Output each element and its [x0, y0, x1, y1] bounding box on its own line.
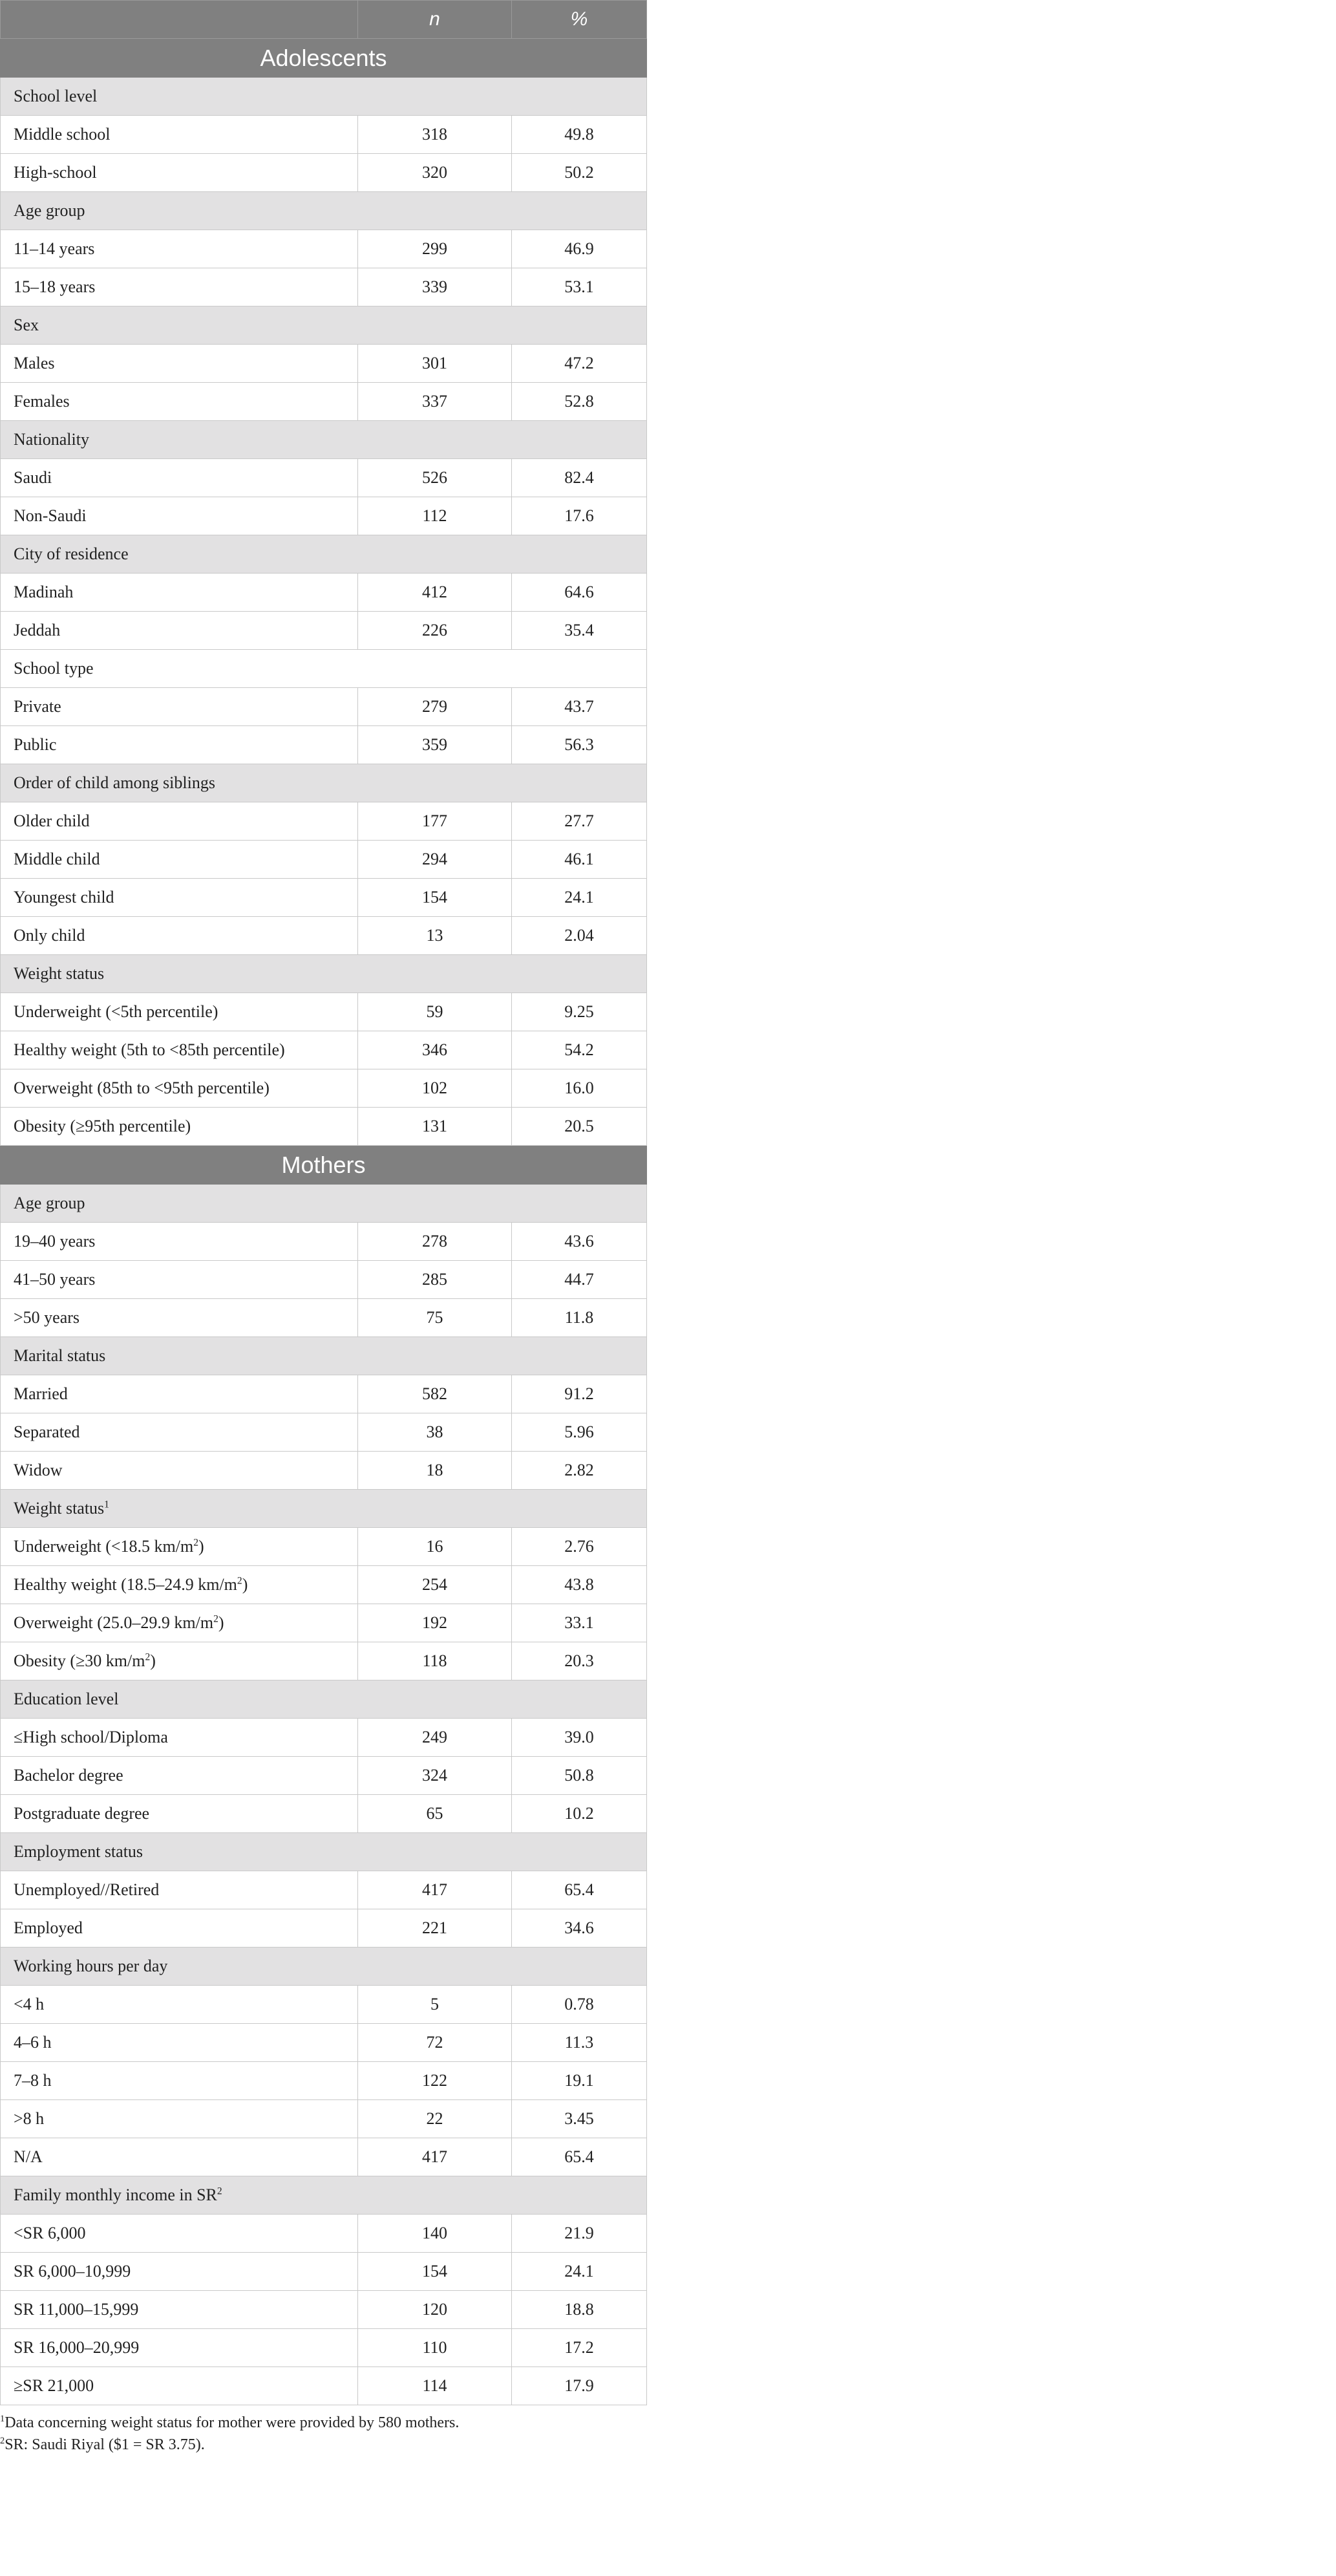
table-row: [1, 802, 647, 841]
table-row: [1, 2100, 647, 2138]
percent-cell: 20.3: [512, 1642, 647, 1680]
footnote-text: Data concerning weight status for mother were provided by 580 mothers.: [5, 2414, 460, 2431]
category-text: Employment status: [14, 1842, 143, 1861]
table-row: [1, 1223, 647, 1261]
row-label: [1, 1452, 358, 1490]
table-row: [1, 230, 647, 268]
percent-cell: 35.4: [512, 612, 647, 650]
row-label: [1, 688, 358, 726]
table-row: [1, 497, 647, 535]
row-label-text: <4 h: [14, 1995, 45, 2013]
row-label: [1, 1108, 358, 1146]
table-row: [1, 1528, 647, 1566]
table-row: [1, 154, 647, 192]
count-cell: 131: [358, 1108, 512, 1146]
category-label: [1, 650, 647, 688]
percent-cell: 18.8: [512, 2291, 647, 2329]
row-label-text: Obesity (≥30 km/m: [14, 1651, 145, 1670]
row-label-text: Postgraduate degree: [14, 1804, 150, 1823]
row-label-text: Healthy weight (5th to <85th percentile): [14, 1040, 285, 1059]
section-title: Adolescents: [1, 39, 647, 78]
row-label-text: Only child: [14, 926, 85, 945]
category-row: [1, 306, 647, 345]
row-label: [1, 1795, 358, 1833]
count-cell: 301: [358, 345, 512, 383]
count-cell: 417: [358, 1871, 512, 1909]
category-text: Age group: [14, 1194, 85, 1212]
row-label: [1, 879, 358, 917]
category-text: Family monthly income in SR: [14, 2185, 217, 2204]
category-text: School level: [14, 87, 98, 105]
count-cell: 318: [358, 116, 512, 154]
row-label-text: Widow: [14, 1461, 63, 1479]
category-label: [1, 1490, 647, 1528]
count-cell: 278: [358, 1223, 512, 1261]
row-label-text: High-school: [14, 163, 97, 182]
row-label: [1, 841, 358, 879]
category-row: [1, 1337, 647, 1375]
row-label-text: Youngest child: [14, 888, 114, 907]
table-row: [1, 612, 647, 650]
percent-cell: 34.6: [512, 1909, 647, 1948]
percent-cell: 82.4: [512, 459, 647, 497]
category-row: [1, 1948, 647, 1986]
percent-cell: 65.4: [512, 1871, 647, 1909]
row-label-text: SR 11,000–15,999: [14, 2300, 139, 2319]
table-row: [1, 383, 647, 421]
row-label: [1, 2215, 358, 2253]
row-label-text: Obesity (≥95th percentile): [14, 1117, 191, 1135]
table-row: [1, 1795, 647, 1833]
category-text: Weight status: [14, 1499, 105, 1518]
row-label-text: 4–6 h: [14, 2033, 52, 2052]
percent-cell: 19.1: [512, 2062, 647, 2100]
count-cell: 417: [358, 2138, 512, 2176]
count-cell: 324: [358, 1757, 512, 1795]
category-label: [1, 306, 647, 345]
row-label-text: 7–8 h: [14, 2071, 52, 2090]
row-label: [1, 2329, 358, 2367]
row-label-tail: ): [198, 1537, 204, 1556]
category-text: Sex: [14, 316, 39, 334]
table-row: [1, 688, 647, 726]
category-row: [1, 2176, 647, 2215]
count-cell: 112: [358, 497, 512, 535]
superscript: 2: [237, 1575, 242, 1587]
table-row: [1, 1604, 647, 1642]
row-label-text: <SR 6,000: [14, 2224, 86, 2242]
category-label: [1, 764, 647, 802]
row-label: [1, 917, 358, 955]
row-label: [1, 459, 358, 497]
percent-cell: 20.5: [512, 1108, 647, 1146]
percent-cell: 5.96: [512, 1413, 647, 1452]
superscript: 2: [213, 1613, 218, 1625]
percent-cell: 17.2: [512, 2329, 647, 2367]
percent-cell: 9.25: [512, 993, 647, 1031]
percent-cell: 43.7: [512, 688, 647, 726]
table-row: [1, 1757, 647, 1795]
row-label: [1, 1413, 358, 1452]
category-label: [1, 955, 647, 993]
count-cell: 140: [358, 2215, 512, 2253]
table-row: [1, 2024, 647, 2062]
row-label: [1, 1642, 358, 1680]
table-row: [1, 917, 647, 955]
category-row: [1, 650, 647, 688]
row-label-text: Healthy weight (18.5–24.9 km/m: [14, 1575, 237, 1594]
category-text: Order of child among siblings: [14, 773, 215, 792]
row-label-text: Jeddah: [14, 621, 61, 639]
category-text: Working hours per day: [14, 1957, 168, 1975]
row-label: [1, 1604, 358, 1642]
category-row: [1, 955, 647, 993]
count-cell: 72: [358, 2024, 512, 2062]
row-label-tail: ): [150, 1651, 156, 1670]
footnote-ref: 2: [217, 2185, 222, 2197]
percent-cell: 91.2: [512, 1375, 647, 1413]
percent-cell: 43.6: [512, 1223, 647, 1261]
table-footnotes: [0, 2412, 646, 2456]
percent-cell: 46.1: [512, 841, 647, 879]
count-cell: 279: [358, 688, 512, 726]
percent-cell: 16.0: [512, 1069, 647, 1108]
table-body: [1, 39, 647, 2405]
category-row: [1, 1185, 647, 1223]
percent-cell: 11.8: [512, 1299, 647, 1337]
table-row: [1, 726, 647, 764]
category-label: [1, 1948, 647, 1986]
category-text: Marital status: [14, 1346, 106, 1365]
category-label: [1, 1680, 647, 1719]
count-cell: 359: [358, 726, 512, 764]
footnote: [0, 2412, 646, 2434]
percent-cell: 46.9: [512, 230, 647, 268]
row-label: [1, 2367, 358, 2405]
count-cell: 114: [358, 2367, 512, 2405]
percent-cell: 2.82: [512, 1452, 647, 1490]
percent-cell: 49.8: [512, 116, 647, 154]
count-cell: 102: [358, 1069, 512, 1108]
percent-cell: 17.6: [512, 497, 647, 535]
row-label-text: N/A: [14, 2147, 43, 2166]
category-text: City of residence: [14, 544, 129, 563]
category-row: [1, 1833, 647, 1871]
header-n-column: n: [358, 1, 512, 39]
percent-cell: 52.8: [512, 383, 647, 421]
table-row: [1, 268, 647, 306]
percent-cell: 39.0: [512, 1719, 647, 1757]
footnote-ref: 1: [104, 1499, 109, 1510]
count-cell: 582: [358, 1375, 512, 1413]
table-header-row: [1, 1, 647, 39]
percent-cell: 65.4: [512, 2138, 647, 2176]
table-row: [1, 2062, 647, 2100]
row-label-text: 41–50 years: [14, 1270, 96, 1289]
count-cell: 221: [358, 1909, 512, 1948]
table-row: [1, 1566, 647, 1604]
percent-cell: 0.78: [512, 1986, 647, 2024]
row-label-text: Middle school: [14, 125, 111, 144]
row-label: [1, 383, 358, 421]
percent-cell: 21.9: [512, 2215, 647, 2253]
row-label: [1, 345, 358, 383]
count-cell: 110: [358, 2329, 512, 2367]
count-cell: 18: [358, 1452, 512, 1490]
category-label: [1, 535, 647, 574]
row-label: [1, 2024, 358, 2062]
row-label: [1, 2062, 358, 2100]
row-label-text: Males: [14, 354, 55, 372]
row-label-text: 19–40 years: [14, 1232, 96, 1250]
percent-cell: 50.2: [512, 154, 647, 192]
table-row: [1, 459, 647, 497]
section-row: [1, 1146, 647, 1185]
row-label-text: >50 years: [14, 1308, 80, 1327]
row-label: [1, 1566, 358, 1604]
row-label-text: Public: [14, 735, 57, 754]
table-row: [1, 1375, 647, 1413]
row-label-text: Middle child: [14, 850, 100, 868]
table-row: [1, 1299, 647, 1337]
row-label-text: 11–14 years: [14, 239, 95, 258]
category-label: [1, 78, 647, 116]
row-label-text: Bachelor degree: [14, 1766, 123, 1785]
percent-cell: 47.2: [512, 345, 647, 383]
footnote-mark: 2: [0, 2436, 5, 2446]
row-label: [1, 1757, 358, 1795]
count-cell: 285: [358, 1261, 512, 1299]
row-label: [1, 497, 358, 535]
row-label: [1, 2138, 358, 2176]
category-row: [1, 78, 647, 116]
percent-cell: 2.04: [512, 917, 647, 955]
count-cell: 192: [358, 1604, 512, 1642]
row-label: [1, 1223, 358, 1261]
count-cell: 154: [358, 2253, 512, 2291]
count-cell: 75: [358, 1299, 512, 1337]
row-label: [1, 1299, 358, 1337]
category-row: [1, 764, 647, 802]
table-row: [1, 2367, 647, 2405]
category-text: Weight status: [14, 964, 105, 983]
count-cell: 226: [358, 612, 512, 650]
header-percent-column: %: [512, 1, 647, 39]
count-cell: 120: [358, 2291, 512, 2329]
category-row: [1, 1490, 647, 1528]
count-cell: 16: [358, 1528, 512, 1566]
row-label: [1, 1528, 358, 1566]
count-cell: 13: [358, 917, 512, 955]
category-row: [1, 1680, 647, 1719]
row-label: [1, 1031, 358, 1069]
row-label: [1, 1261, 358, 1299]
row-label-text: 15–18 years: [14, 277, 96, 296]
percent-cell: 33.1: [512, 1604, 647, 1642]
row-label: [1, 2253, 358, 2291]
table-row: [1, 1031, 647, 1069]
count-cell: 38: [358, 1413, 512, 1452]
percent-cell: 11.3: [512, 2024, 647, 2062]
count-cell: 249: [358, 1719, 512, 1757]
count-cell: 22: [358, 2100, 512, 2138]
count-cell: 177: [358, 802, 512, 841]
table-row: [1, 1871, 647, 1909]
table-row: [1, 1108, 647, 1146]
percent-cell: 54.2: [512, 1031, 647, 1069]
footnote-text: SR: Saudi Riyal ($1 = SR 3.75).: [5, 2436, 205, 2453]
row-label: [1, 612, 358, 650]
percent-cell: 44.7: [512, 1261, 647, 1299]
category-text: Education level: [14, 1690, 119, 1708]
category-text: Age group: [14, 201, 85, 220]
row-label-text: SR 16,000–20,999: [14, 2338, 140, 2357]
row-label-text: Overweight (85th to <95th percentile): [14, 1079, 270, 1097]
row-label: [1, 1069, 358, 1108]
table-row: [1, 1909, 647, 1948]
row-label-text: Underweight (<18.5 km/m: [14, 1537, 194, 1556]
count-cell: 337: [358, 383, 512, 421]
row-label-text: Unemployed//Retired: [14, 1880, 160, 1899]
row-label: [1, 1909, 358, 1948]
count-cell: 294: [358, 841, 512, 879]
table-row: [1, 1986, 647, 2024]
row-label-text: Employed: [14, 1918, 83, 1937]
count-cell: 122: [358, 2062, 512, 2100]
row-label-text: ≤High school/Diploma: [14, 1728, 168, 1746]
table-row: [1, 2291, 647, 2329]
table-row: [1, 574, 647, 612]
table-row: [1, 993, 647, 1031]
row-label: [1, 268, 358, 306]
superscript: 2: [193, 1537, 199, 1549]
table-row: [1, 2138, 647, 2176]
percent-cell: 3.45: [512, 2100, 647, 2138]
row-label-text: Madinah: [14, 583, 74, 601]
row-label-text: Overweight (25.0–29.9 km/m: [14, 1613, 214, 1632]
count-cell: 346: [358, 1031, 512, 1069]
table-row: [1, 841, 647, 879]
table-row: [1, 1261, 647, 1299]
category-row: [1, 192, 647, 230]
row-label: [1, 802, 358, 841]
count-cell: 412: [358, 574, 512, 612]
demographics-table: [0, 0, 647, 2405]
category-label: [1, 1833, 647, 1871]
percent-cell: 10.2: [512, 1795, 647, 1833]
table-row: [1, 116, 647, 154]
row-label-text: Private: [14, 697, 61, 716]
row-label: [1, 1986, 358, 2024]
count-cell: 320: [358, 154, 512, 192]
row-label: [1, 154, 358, 192]
percent-cell: 24.1: [512, 879, 647, 917]
row-label-text: Non-Saudi: [14, 506, 87, 525]
row-label-text: Saudi: [14, 468, 52, 487]
category-label: [1, 1185, 647, 1223]
category-row: [1, 535, 647, 574]
row-label-text: Married: [14, 1384, 68, 1403]
row-label: [1, 574, 358, 612]
superscript: 2: [145, 1651, 151, 1663]
row-label-text: ≥SR 21,000: [14, 2376, 94, 2395]
table-row: [1, 1642, 647, 1680]
category-text: School type: [14, 659, 94, 678]
row-label-text: Underweight (<5th percentile): [14, 1002, 218, 1021]
table-row: [1, 1719, 647, 1757]
row-label-text: Separated: [14, 1422, 80, 1441]
percent-cell: 2.76: [512, 1528, 647, 1566]
count-cell: 118: [358, 1642, 512, 1680]
category-label: [1, 421, 647, 459]
category-label: [1, 192, 647, 230]
row-label: [1, 230, 358, 268]
row-label: [1, 1375, 358, 1413]
category-row: [1, 421, 647, 459]
row-label-text: >8 h: [14, 2109, 45, 2128]
row-label: [1, 993, 358, 1031]
count-cell: 299: [358, 230, 512, 268]
table-row: [1, 2329, 647, 2367]
count-cell: 526: [358, 459, 512, 497]
row-label-text: Older child: [14, 811, 90, 830]
percent-cell: 50.8: [512, 1757, 647, 1795]
row-label-tail: ): [242, 1575, 248, 1594]
row-label: [1, 1719, 358, 1757]
table-row: [1, 1069, 647, 1108]
footnote: [0, 2434, 646, 2456]
row-label-text: SR 6,000–10,999: [14, 2262, 131, 2281]
percent-cell: 64.6: [512, 574, 647, 612]
table-row: [1, 879, 647, 917]
row-label-tail: ): [218, 1613, 224, 1632]
row-label: [1, 2291, 358, 2329]
percent-cell: 53.1: [512, 268, 647, 306]
table-row: [1, 1413, 647, 1452]
percent-cell: 17.9: [512, 2367, 647, 2405]
count-cell: 59: [358, 993, 512, 1031]
footnote-mark: 1: [0, 2414, 5, 2424]
row-label: [1, 726, 358, 764]
category-label: [1, 2176, 647, 2215]
percent-cell: 43.8: [512, 1566, 647, 1604]
row-label-text: Females: [14, 392, 70, 411]
header-label-column: [1, 1, 358, 39]
percent-cell: 24.1: [512, 2253, 647, 2291]
count-cell: 254: [358, 1566, 512, 1604]
category-text: Nationality: [14, 430, 89, 449]
percent-cell: 56.3: [512, 726, 647, 764]
percent-cell: 27.7: [512, 802, 647, 841]
count-cell: 5: [358, 1986, 512, 2024]
row-label: [1, 1871, 358, 1909]
count-cell: 154: [358, 879, 512, 917]
count-cell: 339: [358, 268, 512, 306]
row-label: [1, 116, 358, 154]
category-label: [1, 1337, 647, 1375]
table-row: [1, 345, 647, 383]
table-row: [1, 2215, 647, 2253]
table-row: [1, 1452, 647, 1490]
row-label: [1, 2100, 358, 2138]
table-row: [1, 2253, 647, 2291]
document: [0, 0, 646, 2456]
count-cell: 65: [358, 1795, 512, 1833]
section-title: Mothers: [1, 1146, 647, 1185]
section-row: [1, 39, 647, 78]
